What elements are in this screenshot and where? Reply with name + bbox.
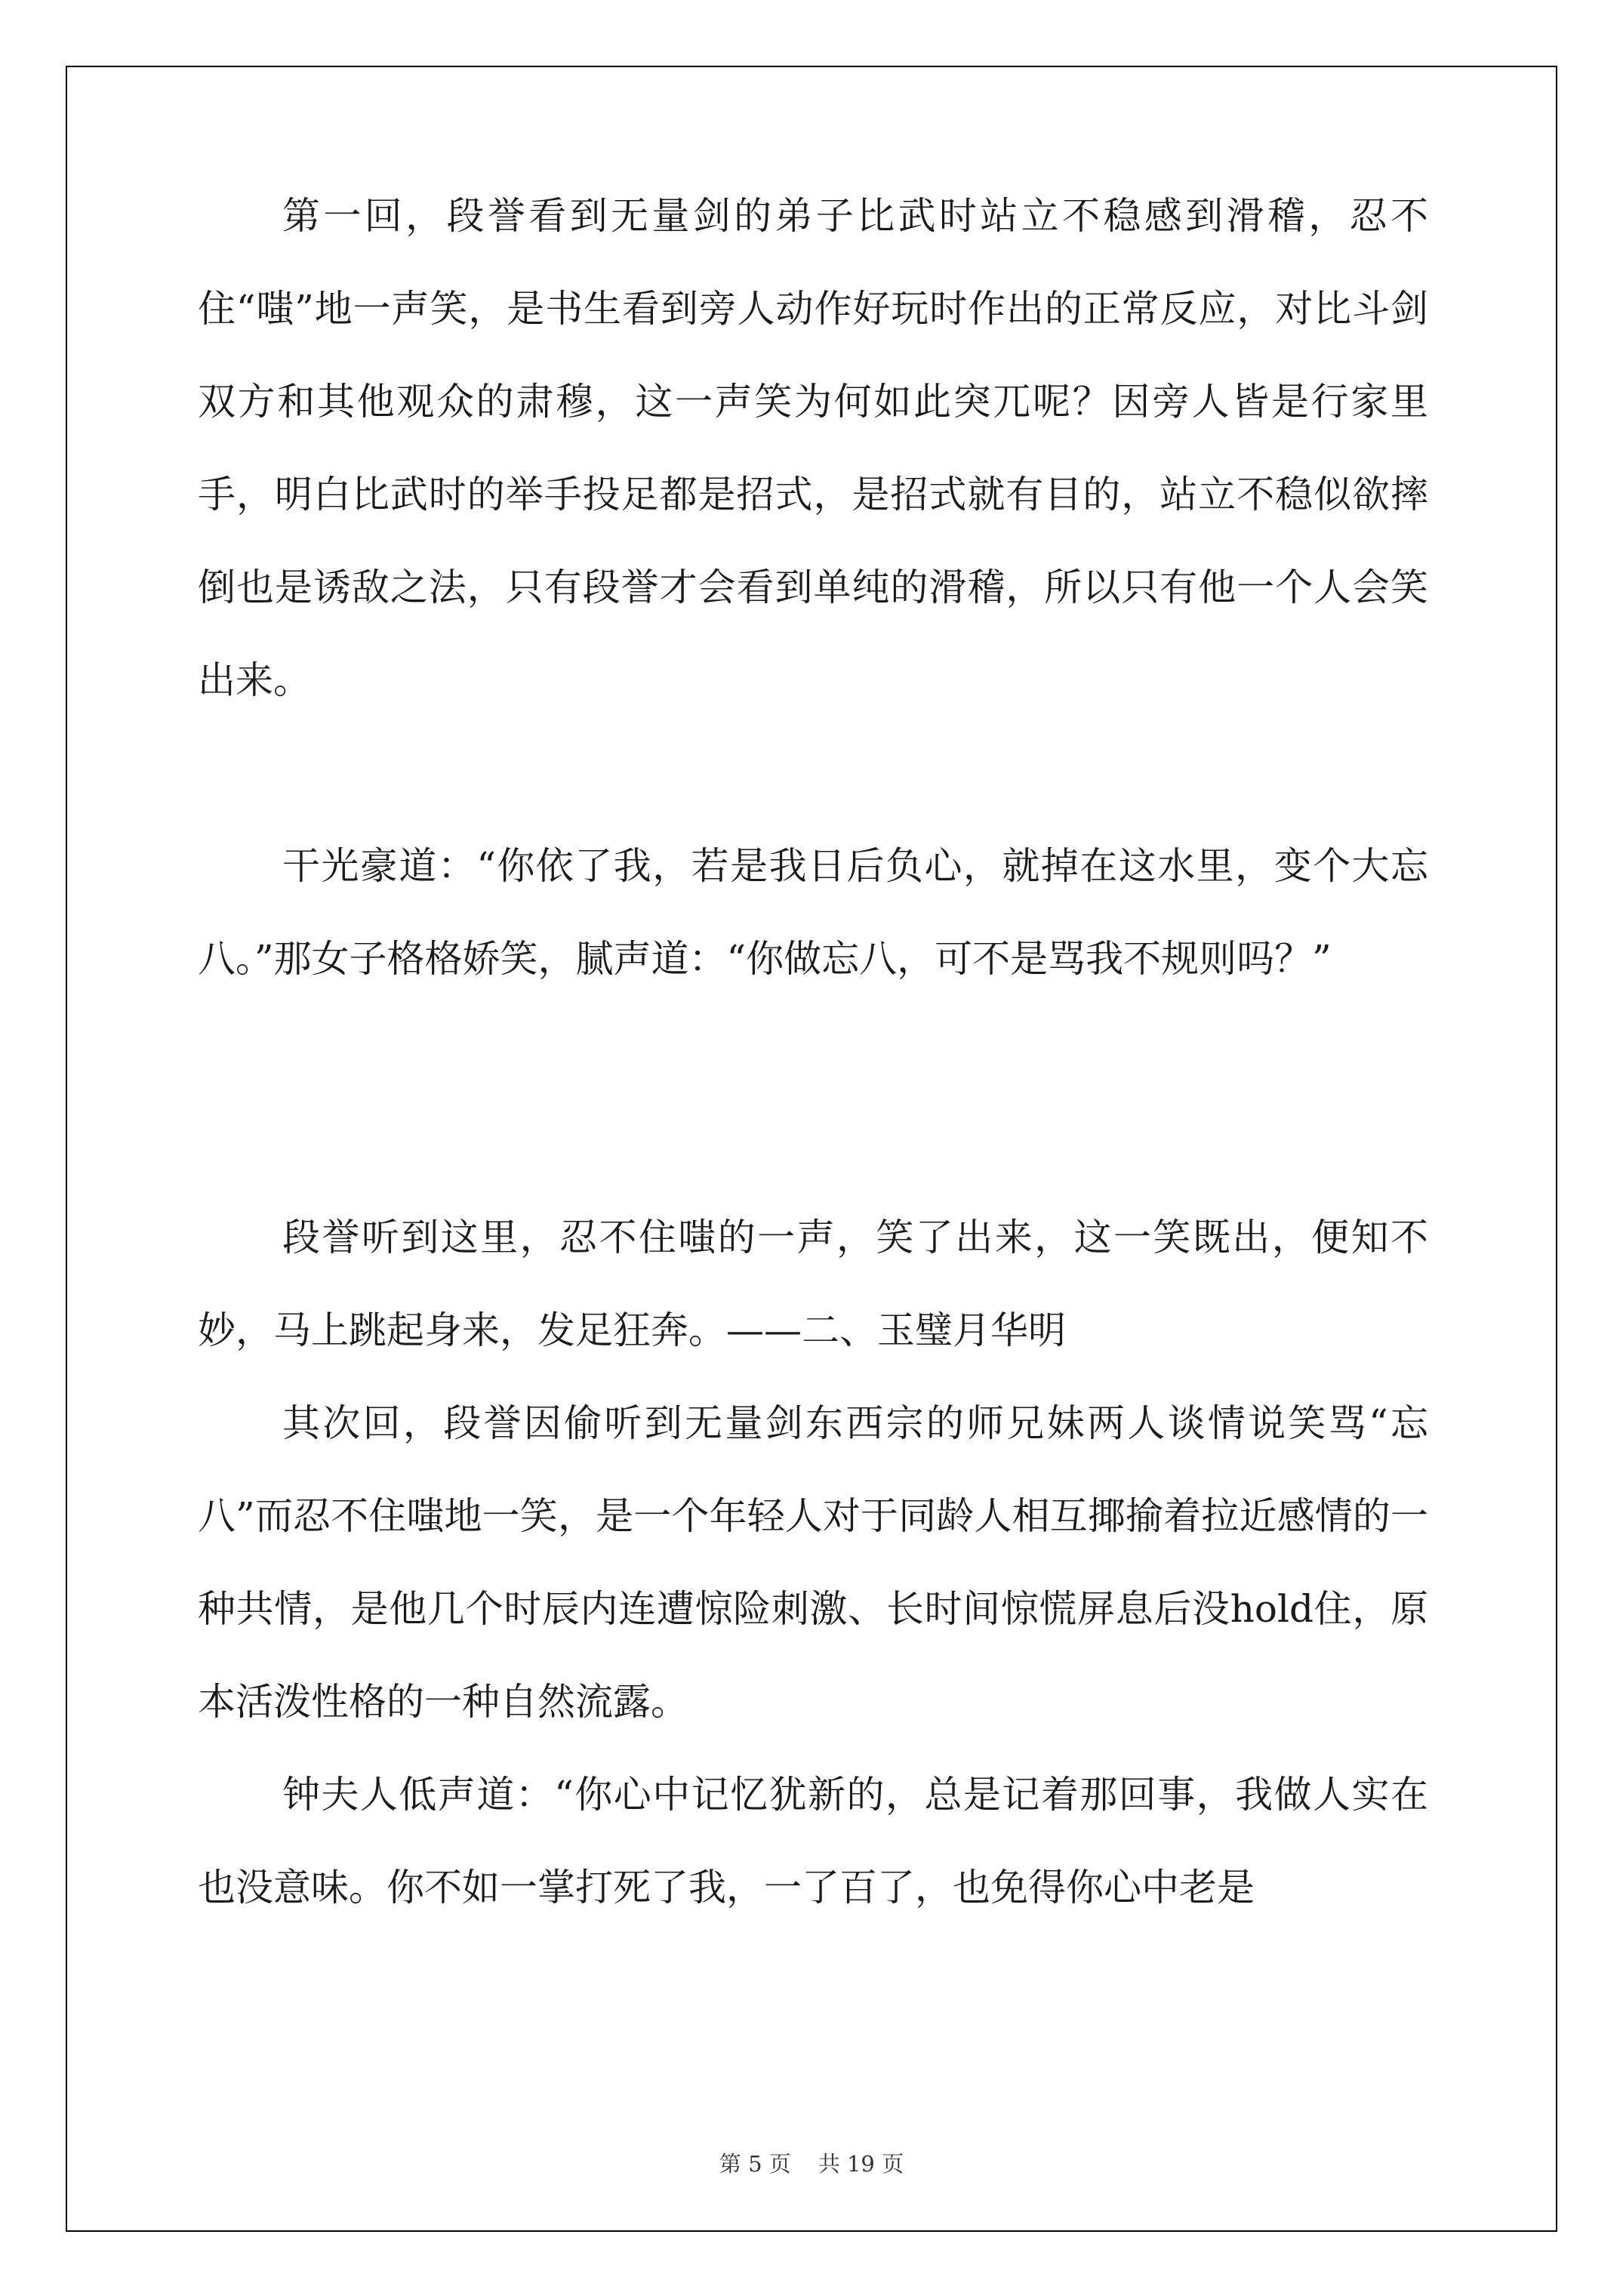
paragraph-3: 段誉听到这里，忍不住嗤的一声，笑了出来，这一笑既出，便知不妙，马上跳起身来，发足狂奔。——二、玉璧月华明 [198, 1216, 1428, 1352]
total-pages-label: 共 19 页 [818, 2151, 904, 2177]
paragraph-4: 其次回，段誉因偷听到无量剑东西宗的师兄妹两人谈情说笑骂“忘八”而忍不住嗤地一笑，是一个年轻人对于同龄人相互揶揄着拉近感情的一种共情，是他几个时辰内连遭惊险刺激、长时间惊慌屏息后没hold住，原本活泼性格的一种自然流露。 [198, 1401, 1428, 1724]
page-footer [0, 2147, 1623, 2178]
current-page-label: 第 5 页 [719, 2151, 791, 2177]
paragraph-5: 钟夫人低声道：“你心中记忆犹新的，总是记着那回事，我做人实在也没意味。你不如一掌打死了我，一了百了，也免得你心中老是 [198, 1773, 1428, 1909]
paragraph-2: 干光豪道：“你依了我，若是我日后负心，就掉在这水里，变个大忘八。”那女子格格娇笑，腻声道：“你做忘八，可不是骂我不规则吗？” [198, 844, 1428, 981]
paragraph-1: 第一回，段誉看到无量剑的弟子比武时站立不稳感到滑稽，忍不住“嗤”地一声笑，是书生看到旁人动作好玩时作出的正常反应，对比斗剑双方和其他观众的肃穆，这一声笑为何如此突兀呢？因旁人皆是行家里手，明白比武时的举手投足都是招式，是招式就有目的，站立不稳似欲摔倒也是诱敌之法，只有段誉才会看到单纯的滑稽，所以只有他一个人会笑出来。 [198, 194, 1428, 702]
